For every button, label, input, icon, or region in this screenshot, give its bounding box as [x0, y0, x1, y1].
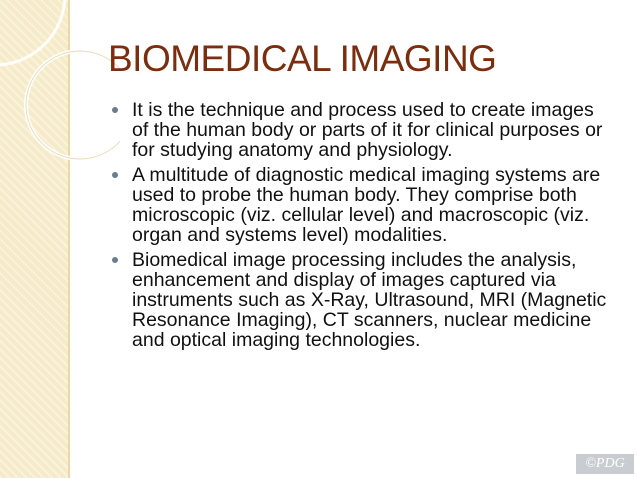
bullet-dot-icon [112, 257, 118, 263]
bullet-item [108, 165, 613, 245]
watermark: ©PDG [576, 454, 634, 474]
bullet-item [108, 250, 613, 350]
bullet-dot-icon [112, 172, 118, 178]
decorative-circles [0, 0, 120, 200]
bullet-item [108, 100, 613, 160]
bullet-dot-icon [112, 107, 118, 113]
bullet-text: It is the technique and process used to create images of the human body or parts of it for clinical purposes or for studying anatomy and physiology. [132, 99, 603, 161]
bullet-text: Biomedical image processing includes the analysis, enhancement and display of images captured via instruments such as X-Ray, Ultrasound, MRI (Magnetic Resonance Imaging), CT scanners, nuclear medicine and optical imaging technologies. [132, 249, 607, 351]
bullet-list [108, 100, 613, 355]
slide-title: BIOMEDICAL IMAGING [108, 38, 497, 79]
bullet-text: A multitude of diagnostic medical imaging systems are used to probe the human body. They comprise both microscopic (viz. cellular level) and macroscopic (viz. organ and systems level) modalities. [132, 164, 601, 246]
